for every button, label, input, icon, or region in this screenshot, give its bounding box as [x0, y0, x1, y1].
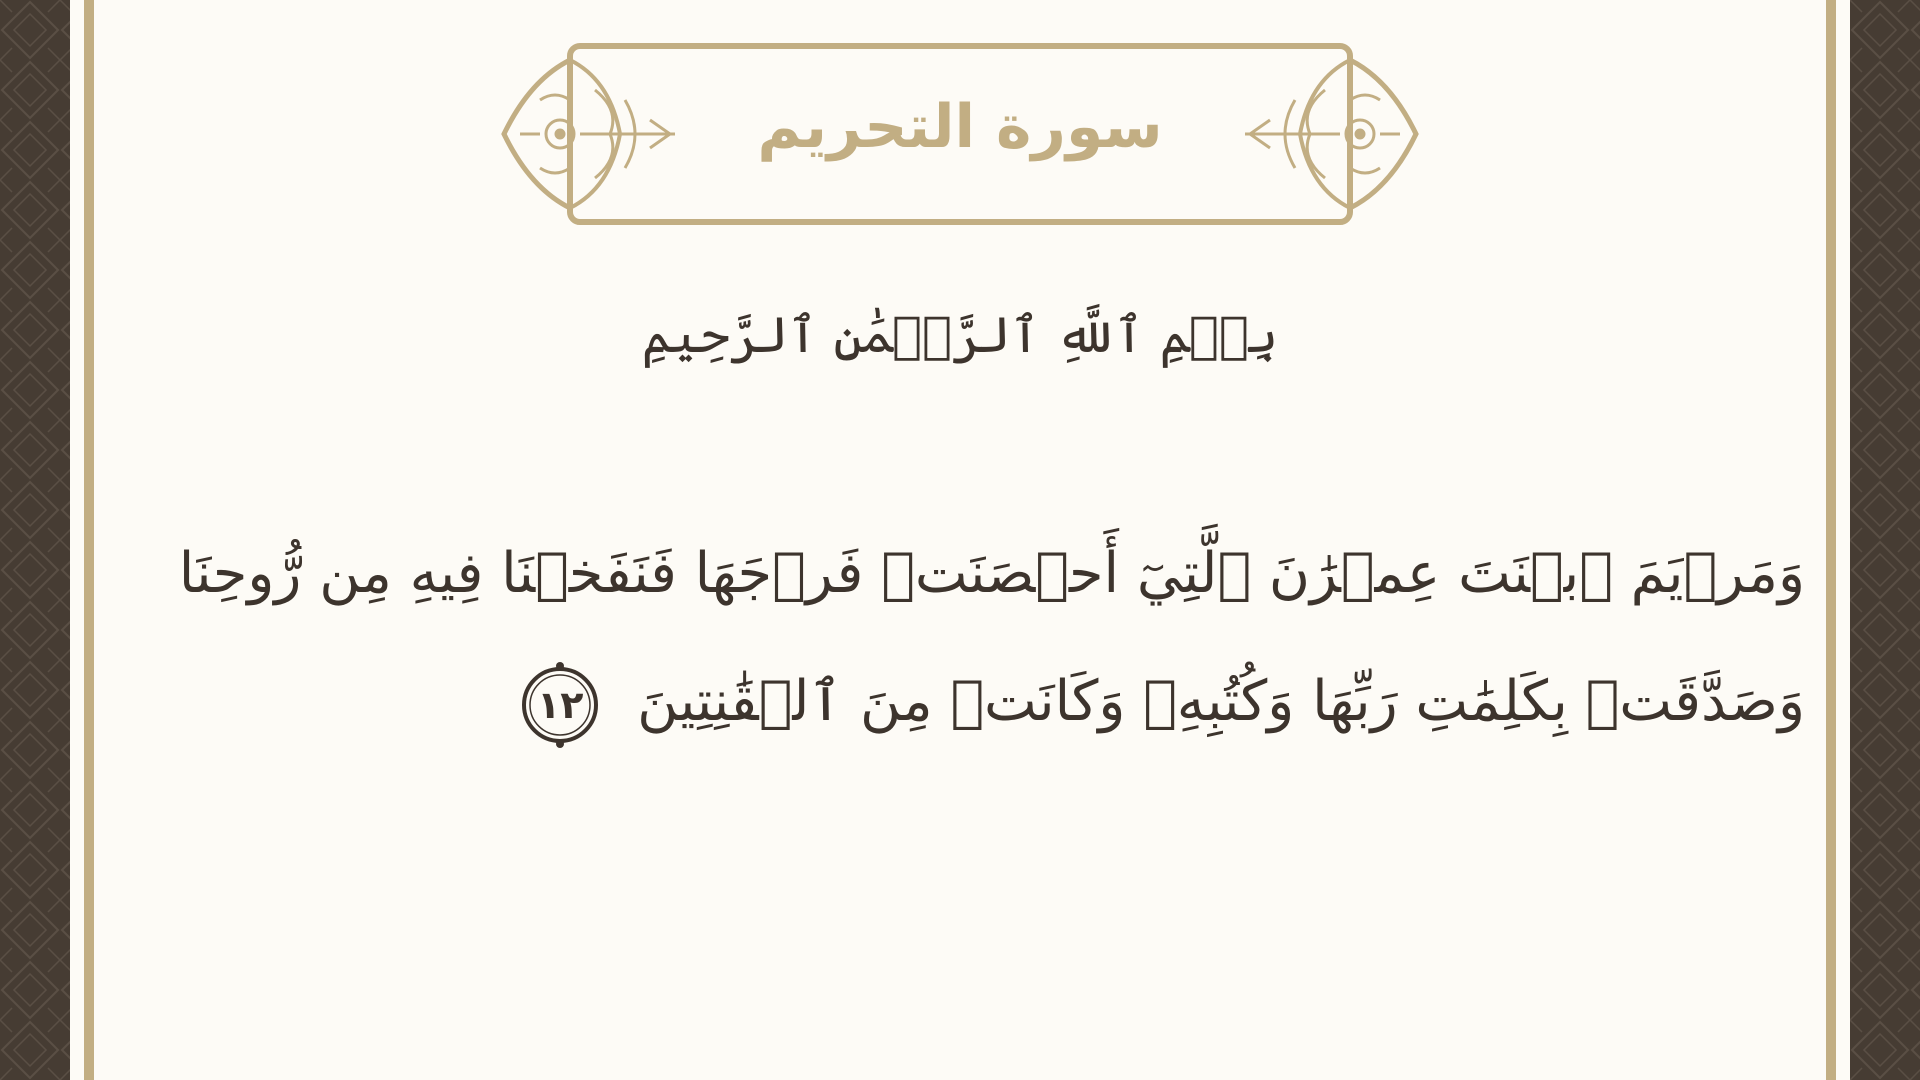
left-geometric-pattern-icon	[0, 0, 70, 1080]
basmala: بِسۡمِ ٱللَّهِ ٱلرَّحۡمَٰنِ ٱلرَّحِيمِ	[641, 306, 1279, 364]
verse-line-2-text: وَصَدَّقَتۡ بِكَلِمَٰتِ رَبِّهَا وَكُتُبِهِۦ وَكَانَتۡ مِنَ ٱلۡقَٰنِتِينَ	[637, 669, 1805, 734]
surah-header-frame	[500, 40, 1420, 230]
ayah-number: ١٢	[537, 682, 584, 727]
right-gold-rule	[1826, 0, 1836, 1080]
right-geometric-pattern-icon	[1850, 0, 1920, 1080]
verse-line-2	[250, 638, 1805, 766]
left-gold-rule	[84, 0, 94, 1080]
surah-title: سورة التحريم	[757, 92, 1163, 162]
verse-text	[178, 510, 1805, 766]
ayah-end-marker-icon	[517, 662, 603, 748]
verse-line-1: وَمَرۡيَمَ ٱبۡنَتَ عِمۡرَٰنَ ٱلَّتِيٓ أَحۡصَنَتۡ فَرۡجَهَا فَنَفَخۡنَا فِيهِ مِن رُّوحِنَا	[178, 541, 1805, 606]
